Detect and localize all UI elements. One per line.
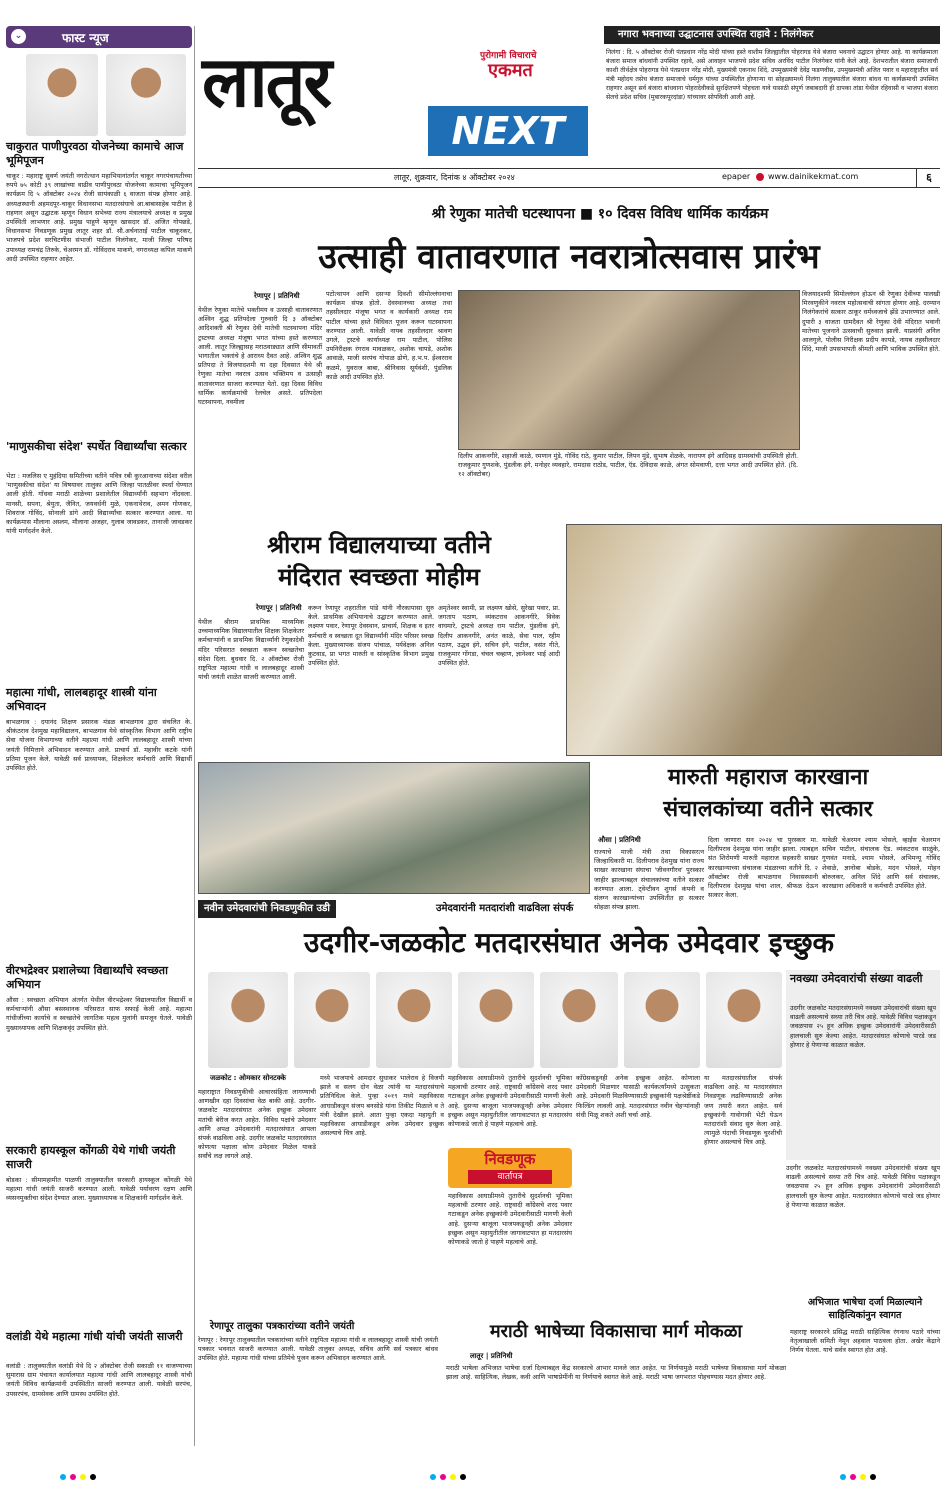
navaratri-photo — [458, 290, 800, 450]
election-side-box — [786, 970, 940, 1160]
election-badge — [448, 1148, 572, 1188]
chevron-down-icon: ⌄ — [11, 29, 26, 44]
election-kicker — [198, 900, 940, 918]
shriram-headline-2: मंदिरात स्वच्छता मोहीम — [278, 563, 480, 591]
website-url[interactable]: www.dainikekmat.com — [768, 172, 859, 181]
candidate-photo — [208, 972, 288, 1068]
election-col6: उदगीर जळकोट मतदारसंघामध्ये नवख्या उमेदवारांची संख्या खूप वाढली असल्याचे सध्या तरी चित्र आहे. यावेळी विविध पक्षाकडून जवळपास २५ हून अधिक इच्छुक उमेदवारांनी उमेदवारीसाठी हालचाली सुरु केल्या आहेत. मतदारसंघात कोणाचे पारडे जड होणार हे येणाऱ्या काळात कळेल. — [786, 1164, 940, 1209]
candidate-photo — [376, 972, 452, 1068]
news-title: 'माणुसकीचा संदेश' स्पर्धेत विद्यार्थ्यांचा सत्कार — [6, 440, 187, 453]
news-title: वीरभद्रेश्वर प्रशालेच्या विद्यार्थ्यांचे स्वच्छता अभियान — [6, 964, 168, 991]
masthead-brand-logo: एकमत — [488, 60, 533, 81]
navaratri-headline: उत्साही वातावरणात नवरात्रोत्सवास प्रारंभ — [318, 237, 820, 277]
news-title: सरकारी हायस्कूल कोंगळी येथे गांधी जयंती साजरी — [6, 1144, 176, 1171]
election-col1: महाराष्ट्रात निवडणुकीची आचारसंहिता लागण्याची आणखीन दहा दिवसांचा वेळ बाकी आहे. उदगीर-जळकोट मतदारसंघात अनेक इच्छुक उमेदवार मतांची बेरीज करत आहेत. विविध पक्षांचे उमेदवार आणि अपक्ष उमेदवारांनी मतदारसंघात आपला संपर्क वाढविला आहे. उदगीर जळकोट मतदारसंघात कोणत्या पक्षाला कोण उमेदवार मिळेल याकडे सर्वांचे लक्ष लागले आहे. — [198, 1088, 316, 1161]
navaratri-col1: येथील रेणुका मातेचे भक्तीमय व उत्साही वातावरणात अश्विन शुद्ध प्रतिपदेला गुरुवारी दि ३ ऑक्टोबर आदिशक्ती श्री रेणुका देवी मातेची घटस्थापना मंदिर ट्रस्टच्या अध्यक्ष मंजूषा भगत यांच्या हस्ते करण्यात आली. लातूर जिल्ह्यासह मराठवाड्यात आणि सीमावर्ती भागातील भक्तांचे हे आराध्य दैवत आहे. अश्विन शुद्ध प्रतिपदा ते विजयादशमी या दहा दिवसात येथे श्री रेणुका मातेचा नवरात्र उत्सव भक्तिमय व उत्साही वातावरणात साजरा करण्यात येतो. दहा दिवस विविध धार्मिक कार्यक्रमांची रेलचेल असते. प्रतिपदेला घटस्थापना, नवमीला — [198, 306, 322, 407]
news-body: चाकूर : महाराष्ट्र सुवर्ण जयंती नगरोत्थान महाभियानांतर्गत चाकूर नगरपंचायतीच्या रुपये ७५ कोटी ३९ लाखांच्या वाढीव पाणीपुरवठा योजनेच्या कामाचा भूमिपूजन कार्यक्रम दि ५ ऑक्टोबर २०२४ रोजी सायंकाळी ६ वाजता संपन्न होणार आहे. अध्यक्षस्थानी अहमदपूर-चाकूर विधानसभा मतदारसंघाचे आ.बाबासाहेब पाटील हे राहणार असून उद्घाटक म्हणून विधान सभेच्या राज्य मंत्रालयाचे अध्यक्ष व प्रमुख उपस्थिती लाभणार आहे. प्रमुख पाहुणे म्हणून खासदार डॉ. अजित गोपछडे, विधानसभा निवडणूक प्रमुख लातूर शहर डॉ. सौ.अर्चनाताई पाटील चाकूरकर, भाजपचे प्रदेश सरचिटणीस संभाजी पाटील निलंगेकर, माजी जिल्हा परिषद उपाध्यक्ष रामचंद्र तिरुके, चेअरमन डॉ. गोविंदराव माकणे, नगराध्यक्ष कपिल माकणे आदी उपस्थित राहणार आहेत. — [6, 172, 192, 263]
fast-news-label: फास्ट न्यूज — [62, 31, 109, 45]
marathi-side-body: महाराष्ट्र सरकारने प्रसिद्ध मराठी साहित्यिक रंगनाथ पठारे यांच्या नेतृत्वाखाली समिती नेमून अहवाल पाठवला होता. अखेर केंद्राने निर्णय घेतला. याचे सर्वत्र स्वागत होत आहे. — [790, 1328, 940, 1355]
election-col4: काँग्रेसकडूनही अनेक इच्छुक आहेत. कोणाला उमेदवारी मिळणार यासाठी कार्यकर्त्यांमध्ये उत्सुकता आहे. उमेदवारी मिळविण्यासाठी इच्छुकांनी पक्षश्रेष्ठींकडे फिल्डिंग लावली आहे. मतदारसंघात नवीन चेहऱ्यांनाही संधी मिळू शकते अशी चर्चा आहे. — [576, 1074, 700, 1119]
news-body: भेटा : मजलिस ए मुहंदिया समितीच्या वतीने पवित्र रबी कुरआनाच्या संदेशा वरील 'माणुसकीचा संदेश' या विषयावर तालुका आणि जिल्हा पातळीवर स्पर्धा घेण्यात आली होती. गाँधवा मराठी शाळेच्या प्रशालेतील विद्यार्थ्यांनी सहभाग नोंदवला. मानसी, सपना, श्रेयुता, जैनित, जयवर्धनी मुळे, एकनाथेराव, अमन गोणकर, शिवराज गोविंद, सोनाली डांगे आदी विद्यार्थ्यांचा सत्कार करण्यात आला. या कार्यक्रमास मौलाना अस्लम, मौलाना अजहर, गुलाब जावडकर, तानाजी जावडकर यांनी मार्गदर्शन केले. — [6, 472, 192, 536]
top-right-story — [604, 26, 940, 166]
masthead-title: लातूर — [202, 41, 331, 123]
marathi-side-box — [790, 1294, 940, 1446]
fast-news-header — [6, 26, 192, 48]
patrakar-body: रेणापूर : रेणापूर तालुक्यातील पत्रकारांच्या वतीने राष्ट्रपिता महात्मा गांधी व लालबहादूर शास्त्री यांची जयंती पत्रकार भवनात साजरी करण्यात आली. यावेळी तालुका अध्यक्ष, सचिव आणि सर्व पत्रकार बांधव उपस्थित होते. महात्मा गांधी यांच्या प्रतिमेचे पूजन करून अभिवादन करण्यात आले. — [198, 1336, 438, 1363]
maruti-headline-2: संचालकांच्या वतीने सत्कार — [663, 797, 873, 822]
maruti-col1: राज्याचे माजी मंत्री तथा विकासरत्न जिल्हाधिकारी मा. दिलीपराव देशमुख यांना राज्य साखर कारखाना संघाचा 'जीवनगौरव' पुरस्कार जाहीर झाल्याबद्दल संचालकांच्या वतीने सत्कार करण्यात आला. ट्वेन्टीवन शुगर्स कंपनी व संलग्न कारखान्यांच्या उपस्थितीत हा सत्कार सोहळा संपन्न झाला. — [594, 848, 704, 912]
navaratri-byline: रेणापूर | प्रतिनिधी — [254, 292, 300, 300]
candidate-photo — [540, 972, 618, 1068]
fast-news-column — [6, 26, 195, 1446]
masthead-tagline: पुरोगामी विचाराचे — [480, 51, 537, 61]
marathi-headline: मराठी भाषेच्या विकासाचा मार्ग मोकळा — [489, 1321, 743, 1342]
badge-subtitle: वार्तापत्र — [468, 1170, 552, 1184]
globe-icon — [756, 173, 764, 181]
election-kicker-text: उमेदवारांनी मतदारांशी वाढविला संपर्क — [436, 903, 574, 914]
story-headline: नगारा भवनाच्या उद्घाटनास उपस्थित राहावे : निलंगेकर — [604, 26, 940, 44]
navaratri-col2: पटोत्थापन आणि दसऱ्या दिवशी सीमोल्लंघनाचा कार्यक्रम संपन्न होतो. देवस्थानच्या अध्यक्ष तथा तहसीलदार मंजूषा भगत व कार्यकारी अध्यक्ष राम पाटील यांच्या हस्ते विधिवत पूजन करून घटस्थापना करण्यात आली. यावेळी नायब तहसीलदार श्रावण उगले, ट्रस्टचे कार्याध्यक्ष राम पाटील, पोलिस उपनिरीक्षक रंगराव मावळकर, अशोक चापडे, अशोक आवाळे, माजी सरपंच गोपाळ ढोणे, ह.भ.प. ईश्वरराव कळमे, युवराज बाबा, श्रीनिवास सूर्यवंशी, पुंडलिक काळे आदी उपस्थित होते. — [326, 290, 452, 381]
shriram-headline-1: श्रीराम विद्यालयाच्या वतीने — [267, 531, 491, 559]
story-body: निलंगा : दि. ५ ऑक्टोबर रोजी पंतप्रधान नरेंद्र मोदी यांच्या हस्ते वाशीम जिल्ह्यातील पोहरागड येथे बंजारा भवनाचे उद्घाटन होणार आहे. या कार्यक्रमाला बंजारा समाज बांधवांनी उपस्थित रहावे, असे आवाहन भाजपचे प्रदेश सचिव अरविंद पाटील निलंगेकर यांनी केले आहे. देशभरातील बंजारा समाजाची काशी तीर्थक्षेत्र पोहरागड येथे पंतप्रधान नरेंद्र मोदी, मुख्यमंत्री एकनाथ शिंदे, उपमुख्यमंत्री देवेंद्र फडणवीस, उपमुख्यमंत्री अजित पवार व महाराष्ट्रातील सर्व मंत्री महोदय तसेच बंजारा समाजाचे धर्मगुरु यांच्या उपस्थितीत होणाऱ्या या सोहळ्यामध्ये निलंगा तालुक्यातील बंजारा बांधव या कार्यक्रमाची उपस्थित राहणार असून सर्व बंजारा बांधवाना पोहरादेवीकडे सुरक्षितपणे पोहचता यावे यासाठी संपूर्ण जबाबदारी ही दापका तांडा येथील रहिवासी व भाजपा बंजारा सेलचे प्रदेश सचिव (मुबारकपूरदांडा) यांच्यावर सोपविली आली आहे. — [606, 49, 938, 101]
page-number: ६ — [916, 169, 941, 187]
print-registration-bar — [0, 1470, 945, 1484]
election-headline: उदगीर-जळकोट मतदारसंघात अनेक उमेदवार इच्छुक — [303, 926, 835, 959]
marathi-side-title: अभिजात भाषेचा दर्जा मिळाल्याने साहित्यिकांनुन स्वागत — [807, 1297, 923, 1321]
navaratri-caption: दिलीप आकनगीरे, शहाजी काळे, रमणान मुंडे, गोविंद राठे, कुमार पाटील, लिपन मुंडे, सुभाष शेळके, नारायण इंगे आदिसह ग्रामस्थांची उपस्थिती होती. राजकुमार गुणशके, पुंडलीक इंगे, मनोहर व्यवहारे, रामदास राठोड, पाटील, ऍड. देविदास काळे, अंगत सोमवाणी, दत्ता भगत आदी उपस्थित होते. (दि. १२ ऑक्टोबर) — [458, 452, 798, 479]
badge-title: निवडणूक — [484, 1150, 536, 1168]
shriram-photo — [198, 762, 590, 894]
election-col3: महाविकास आघाडीमध्ये तुतारीचे सुदर्शनची भूमिका महत्वाची ठरणार आहे. राष्ट्रवादी काँग्रेसचे शरद पवार गटाकडून अनेक इच्छुकांनी उमेदवारीसाठी मागणी केली आहे. दुसऱ्या बाजूला भाजपकडूनही अनेक उमेदवार इच्छुक असून महायुतीतील जागावाटपात हा मतदारसंघ कोणाकडे जातो हे पाहणे महत्वाचे आहे. — [448, 1074, 572, 1129]
dateline-bar — [198, 168, 940, 188]
candidate-photo — [624, 972, 700, 1068]
news-body: बाभळगाव : दयानंद शिक्षण प्रसारक मंडळ बाभळगाव द्वारा संचलित के. श्रीकंठराव देशमुख महाविद्यालय, बाभळगाव येथे सांस्कृतिक विभाग आणि राष्ट्रीय सेवा योजना विभागाच्या वतीने महात्मा गांधी आणि लालबहादूर शास्त्री यांच्या जयंती निमित्ताने अभिवादन करण्यात आले. प्राचार्य डॉ. महावीर कटके यांनी प्रतिमा पूजन केले. यावेळी सर्व प्राध्यापक, शिक्षकेतर कर्मचारी आणि विद्यार्थी उपस्थित होते. — [6, 718, 192, 773]
candidate-photo — [458, 972, 534, 1068]
patrakar-headline: रेणापूर तालुका पत्रकारांच्या वतीने जयंती — [210, 1321, 355, 1332]
maruti-col3: यावेळी चेअरमन श्याम भोसले, व्हाईस चेअरमन सचिन पाटील, संचालक ऍड. व्यंकटराव साळुंके, गुणवंत मनाडे, श्याम भोसले, अभिमन्यू गोविंद शेवाळे, ज्ञानोबा बोडके, मदन भोसले, मोहन बोरुलकर, अनिल शिंदे आणि सर्व संचालक, कारखाना अधिकारी व कर्मचारी उपस्थित होते. — [822, 836, 940, 891]
news-title: वलांडी येथे महात्मा गांधी यांची जयंती साजरी — [6, 1330, 183, 1343]
shriram-col2: करून रेणापूर शहरातील पांडे यांनी नौरकापासा सुरु केले. प्राथमिक अभियानाचे उद्घाटन करण्यात आले. लक्ष्मण पवार, रेणापूर देवस्थान, प्राचार्य, शिक्षक व इतर कर्मचारी व स्वच्छता दूत विद्यार्थ्यांनी मंदिर परिसर स्वच्छ केला. मुख्याध्यापक संजय पांचाळ, पर्यवेक्षक अनिल कुटवाड, प्रा भगत मारुती व सांस्कृतिक विभाग प्रमुख उपस्थित होते. — [308, 604, 434, 668]
election-col2: मध्ये भाजपाचे आमदार सुधाकर भालेराव हे विजयी झाले व सलग दोन वेळा त्यांनी या मतदारसंघाचे प्रतिनिधित्व केले. पुन्हा २०१९ मध्ये महाविकास आघाडीकडून संजय बनसोडे यांना तिकीट मिळाले व ते मंत्री देखील झाले. आता पुन्हा एकदा महायुती व महाविकास आघाडीकडून अनेक उमेदवार इच्छुक असल्याचे चित्र आहे. — [320, 1074, 444, 1138]
election-col3-cont: महाविकास आघाडीमध्ये तुतारीचे सुदर्शनची भूमिका महत्वाची ठरणार आहे. राष्ट्रवादी काँग्रेसचे शरद पवार गटाकडून अनेक इच्छुकांनी उमेदवारीसाठी मागणी केली आहे. दुसऱ्या बाजूला भाजपकडूनही अनेक उमेदवार इच्छुक असून महायुतीतील जागावाटपात हा मतदारसंघ कोणाकडे जातो हे पाहणे महत्वाचे आहे. — [448, 1192, 572, 1247]
maruti-photo — [566, 524, 942, 756]
shriram-col3: अमृतेश्वर स्वामी, प्रा लक्ष्मण खोसे, सुरेखा पवार, प्रा. जगताप पठाण, व्यंकटराव आकनगीरे, विवेक वाघमारे, ट्रस्टचे अध्यक्ष राम पाटील, पुंडलीक इंगे, दिलीप आकनगीरे, अनंत काळे, सेवा पाल, रहीम पठाण, उद्धव इंगे, सचिन इंगे, पाटील, वसंत गीते, राजकुमार गोंगडा, चंचल चव्हाण, ज्ञानेश्वर भाई आदी उपस्थित होते. — [438, 604, 560, 668]
navaratri-kicker: श्री रेणुका मातेची घटस्थापना ■ १० दिवस विविध धार्मिक कार्यक्रम — [431, 206, 769, 222]
navaratri-right-col: विजयादशमी सिमोल्लंघन होऊन श्री रेणुका देवीच्या पालखी मिरवणुकीने नवरात्र महोत्सवाची सांगता होणार आहे. दरम्यान निलंगेकरांचे सत्कार ठाकूर धर्मध्वजाचे झेंडे उभारण्यात आले. दुपारी ३ वाजता ग्रामदैवत श्री रेणुका देवी मंदिरात भवानी मातेच्या पूजनाने उत्सवाची सुरुवात झाली. याप्रसंगी अनिल आलगुले, पोलीस निरीक्षक प्रदीप कापडे, नायब तहसीलदार शिंदे, माजी उपसभापती श्रीमती आणि भाविक उपस्थित होते. — [802, 290, 941, 354]
shriram-byline: रेणापूर | प्रतिनिधी — [256, 604, 302, 612]
masthead — [198, 26, 598, 166]
headshot-photo — [26, 54, 98, 136]
maruti-col2: दिला जाणारा सन २०२४ चा पुरस्कार मा. दिलीपराव देशमुख यांना जाहीर झाला. त्याबद्दल संत शिरोमणी मारुती महाराज सहकारी साखर कारखान्याच्या संचालक मंडळाच्या वतीने दि. २ ऑक्टोबर रोजी बाभळगाव निवासस्थानी दिलीपराव देशमुख यांचा शाल, श्रीफळ देऊन सत्कार केला. — [708, 836, 818, 900]
epaper-label: epaper — [722, 172, 751, 181]
shriram-col1: येथील श्रीराम प्राथमिक माध्यमिक उच्चमाध्यमिक विद्यालयातील शिक्षक शिक्षकेतर कर्मचाऱ्यांनी व प्राथमिक विद्यार्थ्यांनी रेणुकादेवी मंदिर परिसरात स्वच्छता करून स्वच्छतेचा संदेश दिला. बुधवार दि. २ ऑक्टोबर रोजी राष्ट्रपिता महात्मा गांधी व लालबहादूर शास्त्री यांची जयंती शाळेत साजरी करण्यात आली. — [198, 618, 304, 682]
headshot-photo — [106, 54, 186, 136]
news-body: औसा : स्वच्छता अभियान अंतर्गत येथील वीरभद्रेश्वर विद्यालयातील विद्यार्थी व कर्मचाऱ्यांनी औसा बसस्थानक परिसरात साफ सफाई केली आहे. महात्मा गांधीजींच्या कार्याचे व स्वच्छतेचे जागतिक महत्व मुलांनी समजून घेतले. यावेळी मुख्याध्यापक आणि शिक्षकवृंद उपस्थित होते. — [6, 996, 192, 1032]
news-title: महात्मा गांधी, लालबहादूर शास्त्री यांना अभिवादन — [6, 686, 157, 713]
election-byline: जळकोट : ओमकार सोनटक्के — [210, 1074, 286, 1082]
news-body: बोडका : सीमामहामीत पाळणी तालुक्यातील सरकारी हायस्कूल कोंगळी येथे महात्मा गांधी जयंती साजरी करण्यात आली. यावेळी पर्यावरण रक्षण आणि व्यसनमुक्तीचा संदेश देण्यात आला. मुख्याध्यापक व शिक्षकांनी मार्गदर्शन केले. — [6, 1176, 192, 1203]
candidate-photo — [294, 972, 370, 1068]
election-col5: या मतदारसंघातील संपर्क वाढविला आहे. या मतदारसंघात निवडणूक लढविण्यासाठी अनेक जण तयारी करत आहेत. सर्व इच्छुकांनी गावोगावी भेटी घेऊन मतदारांशी संवाद सुरु केला आहे. त्यामुळे यंदाची निवडणूक चुरशीची होणार असल्याचे चित्र आहे. — [704, 1074, 782, 1147]
maruti-byline: औसा | प्रतिनिधी — [598, 836, 641, 844]
news-body: वलांडी : तालुक्यातील वलांडी येथे दि २ ऑक्टोबर रोजी सकाळी ११ वाजण्याच्या सुमारास ग्राम पंचायत कार्यालयात महात्मा गांधी आणि लालबहादूर शास्त्री यांची जयंती विविध कार्यक्रमांनी उपस्थितीत साजरी करण्यात आली. यावेळी सरपंच, उपसरपंच, ग्रामसेवक आणि ग्रामस्थ उपस्थित होते. — [6, 1362, 192, 1398]
masthead-next-logo: NEXT — [428, 106, 588, 156]
election-side-title: नवख्या उमेदवारांची संख्या वाढली — [790, 972, 923, 985]
election-side-body: उदगीर जळकोट मतदारसंघामध्ये नवख्या उमेदवारांची संख्या खूप वाढली असल्याचे सध्या तरी चित्र आहे. यावेळी विविध पक्षाकडून जवळपास २५ हून अधिक इच्छुक उमेदवारांनी उमेदवारीसाठी हालचाली सुरु केल्या आहेत. मतदारसंघात कोणाचे पारडे जड होणार हे येणाऱ्या काळात कळेल. — [790, 1004, 936, 1049]
candidate-photo — [706, 972, 782, 1068]
dateline-text: लातूर, शुक्रवार, दिनांक ४ ऑक्टोबर २०२४ — [394, 173, 515, 182]
marathi-byline: लातूर | प्रतिनिधी — [470, 1352, 513, 1360]
news-title: चाकुरात पाणीपुरवठा योजनेच्या कामाचे आज भूमिपूजन — [6, 140, 184, 167]
election-kicker-tag: नवीन उमेदवारांची निवडणुकीत उडी — [198, 900, 336, 918]
maruti-headline-1: मारुती महाराज कारखाना — [667, 765, 869, 790]
marathi-body: मराठी भाषेला अभिजात भाषेचा दर्जा दिल्याबद्दल केंद्र सरकारचे आभार मानले जात आहेत. या निर्णयामुळे मराठी भाषेच्या विकासाचा मार्ग मोकळा झाला आहे. साहित्यिक, लेखक, कवी आणि भाषाप्रेमींनी या निर्णयाचे स्वागत केले आहे. मराठी भाषा जगभरात पोहचण्यास मदत होणार आहे. — [446, 1364, 786, 1382]
